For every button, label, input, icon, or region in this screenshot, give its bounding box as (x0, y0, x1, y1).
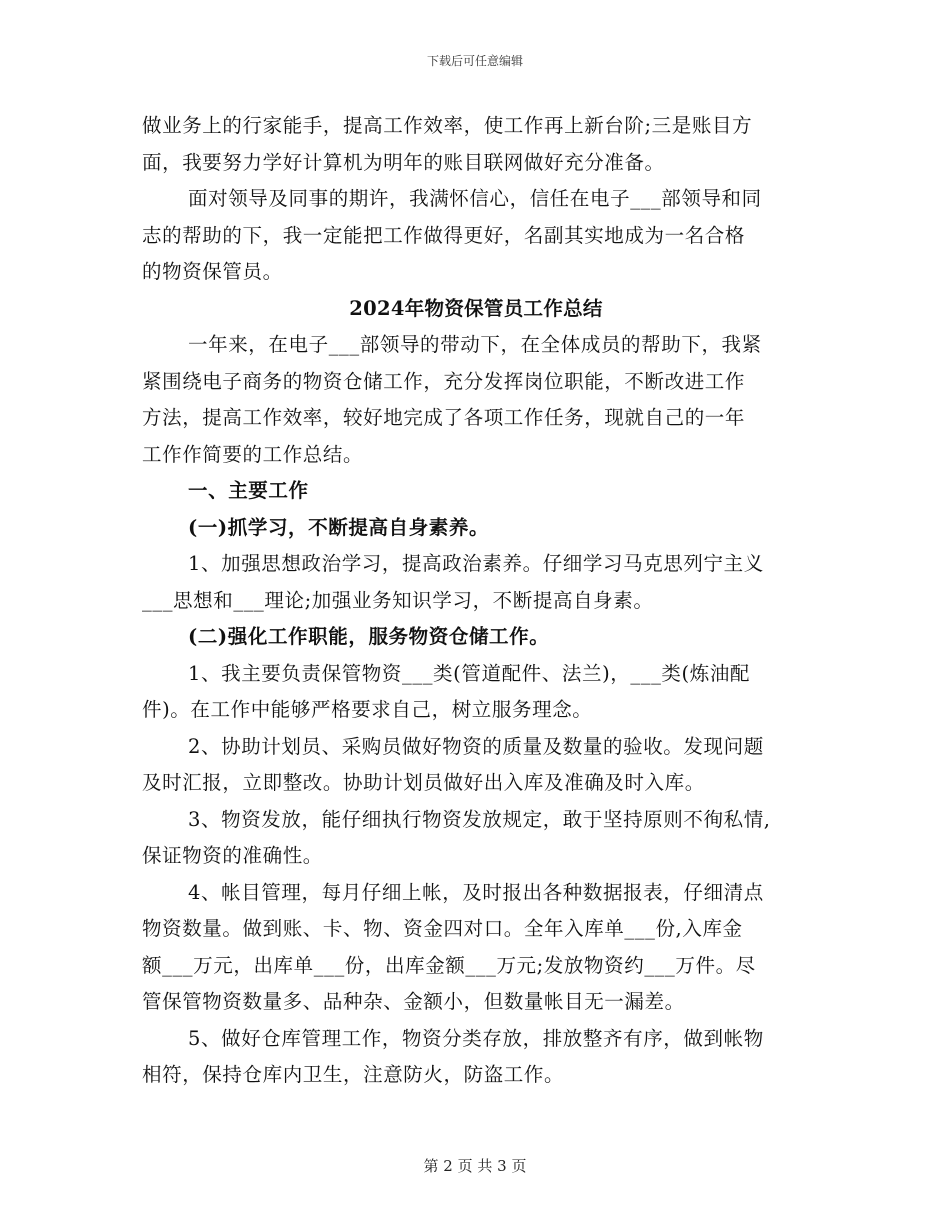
text-line: 紧围绕电子商务的物资仓储工作，充分发挥岗位职能，不断改进工作 (142, 369, 746, 393)
text-line: 保证物资的准确性。 (142, 844, 323, 867)
section-title: 2024年物资保管员工作总结 (349, 296, 603, 320)
text-line: (一)抓学习，不断提高自身素养。 (188, 515, 490, 539)
text-line: 3、物资发放，能仔细执行物资发放规定，敢于坚持原则不徇私情, (188, 807, 771, 831)
text-line: 1、我主要负责保管物资___类(管道配件、法兰)，___类(炼油配 (188, 661, 751, 685)
text-line: 工作作简要的工作总结。 (142, 442, 364, 466)
text-line: 一年来，在电子___部领导的带动下，在全体成员的帮助下，我紧 (188, 333, 762, 356)
text-line: 5、做好仓库管理工作，物资分类存放，排放整齐有序，做到帐物 (188, 1026, 764, 1050)
text-line: 1、加强思想政治学习，提高政治素养。仔细学习马克思列宁主义 (188, 552, 764, 575)
text-line: 的物资保管员。 (142, 260, 283, 283)
text-line: 及时汇报，立即整改。协助计划员做好出入库及准确及时入库。 (142, 771, 705, 794)
text-line: 4、帐目管理，每月仔细上帐，及时报出各种数据报表，仔细清点 (188, 880, 764, 904)
text-line: 方法，提高工作效率，较好地完成了各项工作任务，现就自己的一年 (142, 406, 746, 429)
text-line: 2、协助计划员、采购员做好物资的质量及数量的验收。发现问题 (188, 734, 764, 758)
text-line: 额___万元，出库单___份，出库金额___万元;发放物资约___万件。尽 (142, 953, 756, 977)
text-line: 相符，保持仓库内卫生，注意防火，防盗工作。 (142, 1063, 565, 1086)
page-header-note: 下载后可任意编辑 (426, 54, 523, 68)
text-line: 物资数量。做到账、卡、物、资金四对口。全年入库单___份,入库金 (142, 917, 743, 940)
text-line: ___思想和___理论;加强业务知识学习，不断提高自身素。 (142, 588, 654, 612)
text-line: 志的帮助的下，我一定能把工作做得更好，名副其实地成为一名合格 (142, 223, 746, 247)
text-line: 面，我要努力学好计算机为明年的账目联网做好充分准备。 (142, 150, 665, 174)
text-line: 面对领导及同事的期许，我满怀信心，信任在电子___部领导和同 (188, 187, 762, 210)
text-line: 管保管物资数量多、品种杂、金额小，但数量帐目无一漏差。 (142, 990, 685, 1013)
document-body (142, 108, 810, 1094)
text-line: (二)强化工作职能，服务物资仓储工作。 (188, 625, 550, 648)
text-line: 件)。在工作中能够严格要求自己，树立服务理念。 (142, 698, 593, 721)
page-number: 第 2 页 共 3 页 (423, 1157, 527, 1175)
text-line: 做业务上的行家能手，提高工作效率，使工作再上新台阶;三是账目方 (142, 114, 753, 137)
text-line: 一、主要工作 (188, 479, 309, 502)
